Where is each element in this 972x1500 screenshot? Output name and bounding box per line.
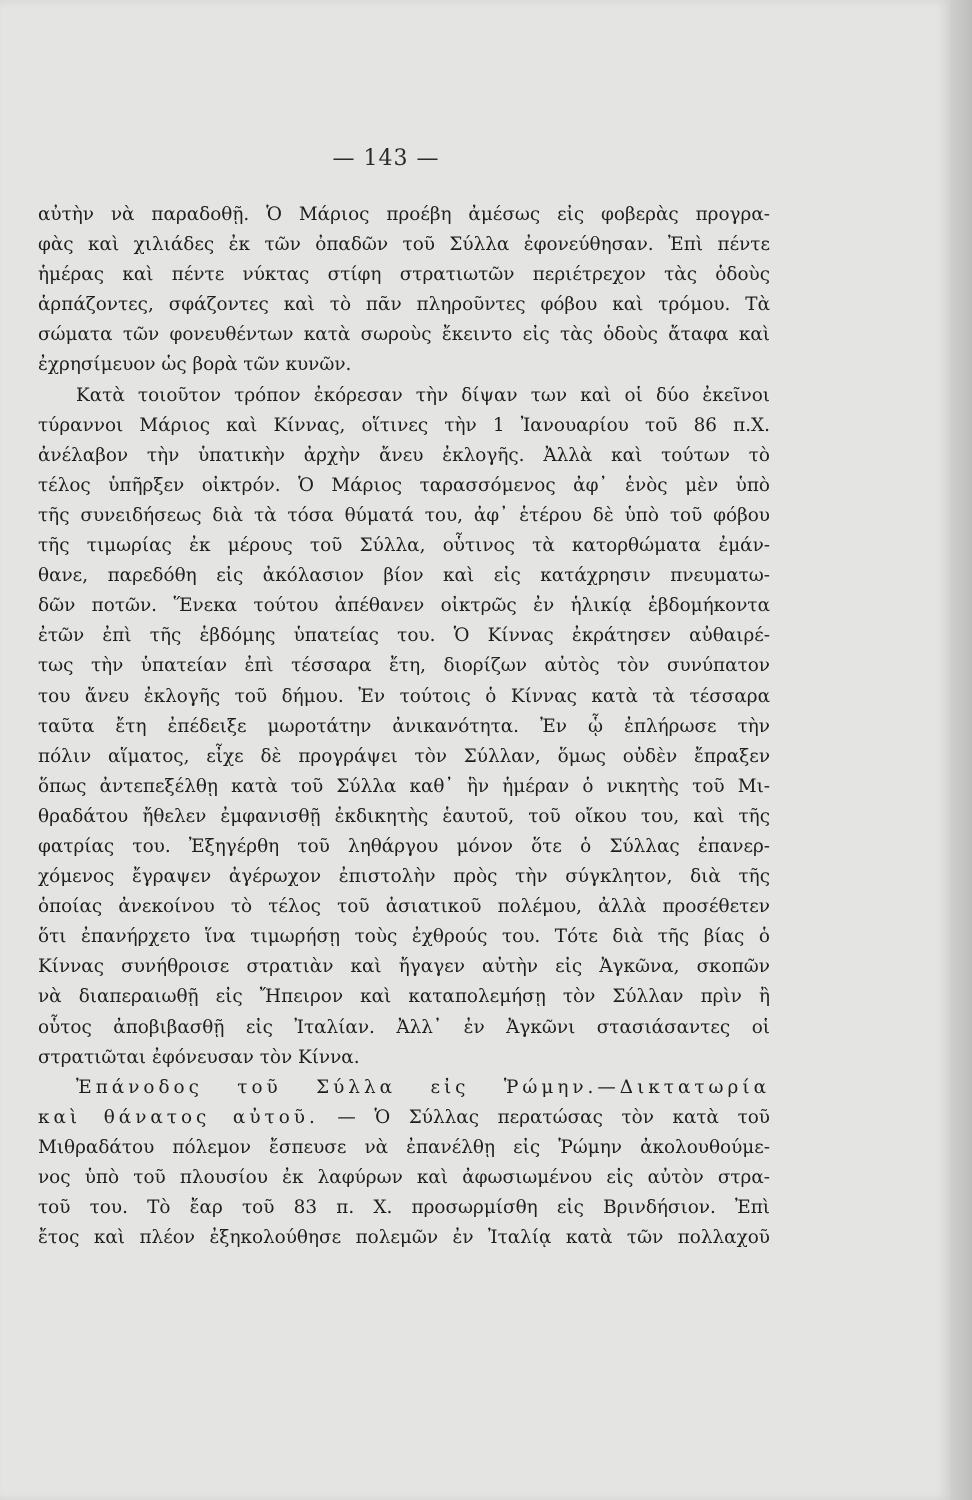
text-line: ἔτος καὶ πλέον ἐξηκολούθησε πολεμῶν ἐν Ἰταλίᾳ κατὰ τῶν πολλαχοῦ	[38, 1227, 770, 1249]
text-line: τῆς τιμωρίας ἐκ μέρους τοῦ Σύλλα, οὗτινος τὰ κατορθώματα ἐμάν-	[38, 535, 770, 557]
text-line: ἀνέλαβον τὴν ὑπατικὴν ἀρχὴν ἄνευ ἐκλογῆς. Ἀλλὰ καὶ τούτων τὸ	[38, 444, 770, 466]
text-line: τως τὴν ὑπατείαν ἐπὶ τέσσαρα ἔτη, διορίζων αὐτὸς τὸν συνύπατον	[38, 655, 770, 677]
text-line: ἡμέρας καὶ πέντε νύκτας στίφη στρατιωτῶν περιέτρεχον τὰς ὁδοὺς	[38, 264, 770, 286]
text-line: τύραννοι Μάριος καὶ Κίννας, οἵτινες τὴν 1 Ἰανουαρίου τοῦ 86 π.Χ.	[38, 414, 770, 436]
text-line: φατρίας του. Ἐξηγέρθη τοῦ ληθάργου μόνον ὅτε ὁ Σύλλας ἐπανερ-	[38, 835, 770, 857]
text-line: φὰς καὶ χιλιάδες ἐκ τῶν ὀπαδῶν τοῦ Σύλλα ἐφονεύθησαν. Ἐπὶ πέντε	[38, 234, 770, 256]
text-line: θραδάτου ἤθελεν ἐμφανισθῇ ἐκδικητὴς ἑαυτοῦ, τοῦ οἴκου του, καὶ τῆς	[38, 805, 770, 827]
text-line: τέλος ὑπῆρξεν οἰκτρόν. Ὁ Μάριος ταρασσόμενος ἀφ᾽ ἑνὸς μὲν ὑπὸ	[38, 474, 770, 496]
page-edge	[950, 0, 972, 1500]
text-line: ἁρπάζοντες, σφάζοντες καὶ τὸ πᾶν πληροῦντες φόβου καὶ τρόμου. Τὰ	[38, 294, 770, 316]
text-line: ὁποίας ἀνεκοίνου τὸ τέλος τοῦ ἀσιατικοῦ πολέμου, ἀλλὰ προσέθετεν	[38, 896, 770, 918]
text-line: νος ὑπὸ τοῦ πλουσίου ἐκ λαφύρων καὶ ἀφωσιωμένου εἰς αὐτὸν στρα-	[38, 1167, 770, 1188]
text-line-part: Ὁ Σύλλας περατώσας τὸν κατὰ τοῦ	[374, 1106, 770, 1128]
section-heading: καὶ θάνατος αὐτοῦ.	[38, 1106, 319, 1128]
text-line: Μιθραδάτου πόλεμον ἔσπευσε νὰ ἐπανέλθῃ εἰς Ῥώμην ἀκολουθούμε-	[38, 1136, 770, 1158]
page-number: — 143 —	[332, 146, 440, 171]
text-line: οὗτος ἀποβιβασθῇ εἰς Ἰταλίαν. Ἀλλ᾽ ἐν Ἀγκῶνι στασιάσαντες οἱ	[38, 1016, 770, 1038]
text-line: νὰ διαπεραιωθῇ εἰς Ἤπειρον καὶ καταπολεμήσῃ τὸν Σύλλαν πρὶν ἢ	[38, 986, 770, 1008]
text-line: τῆς συνειδήσεως διὰ τὰ τόσα θύματά του, ἀφ᾽ ἑτέρου δὲ ὑπὸ τοῦ φόβου	[38, 504, 770, 526]
text-line: Κατὰ τοιοῦτον τρόπον ἐκόρεσαν τὴν δίψαν των καὶ οἱ δύο ἐκεῖνοι	[76, 384, 770, 406]
text-line: ὅτι ἐπανήρχετο ἵνα τιμωρήσῃ τοὺς ἐχθρούς του. Τότε διὰ τῆς βίας ὁ	[38, 926, 770, 948]
text-line: ἐτῶν ἐπὶ τῆς ἑβδόμης ὑπατείας του. Ὁ Κίννας ἐκράτησεν αὐθαιρέ-	[38, 625, 770, 647]
text-line: ταῦτα ἔτη ἐπέδειξε μωροτάτην ἀνικανότητα. Ἐν ᾧ ἐπλήρωσε τὴν	[38, 715, 770, 737]
text-line: σώματα τῶν φονευθέντων κατὰ σωροὺς ἔκειντο εἰς τὰς ὁδοὺς ἄταφα καὶ	[38, 324, 770, 346]
text-line: τοῦ του. Τὸ ἔαρ τοῦ 83 π. Χ. προσωρμίσθη εἰς Βρινδήσιον. Ἐπὶ	[38, 1197, 770, 1219]
page-text	[38, 200, 770, 1253]
text-line: αὐτὴν νὰ παραδοθῇ. Ὁ Μάριος προέβη ἀμέσως εἰς φοβερὰς προγρα-	[38, 204, 770, 225]
section-heading: Ἐπάνοδος τοῦ Σύλλα εἰς Ῥώμην.—Δικτατωρία	[76, 1076, 770, 1098]
text-line: χόμενος ἔγραψεν ἀγέρωχον ἐπιστολὴν πρὸς τὴν σύγκλητον, διὰ τῆς	[38, 866, 770, 888]
text-line: ἐχρησίμευον ὡς βορὰ τῶν κυνῶν.	[38, 354, 352, 376]
text-line: Κίννας συνήθροισε στρατιὰν καὶ ἤγαγεν αὐτὴν εἰς Ἀγκῶνα, σκοπῶν	[38, 956, 770, 978]
text-line: ὅπως ἀντεπεξέλθῃ κατὰ τοῦ Σύλλα καθ᾽ ἣν ἡμέραν ὁ νικητὴς τοῦ Μι-	[38, 775, 770, 797]
text-line: πόλιν αἵματος, εἶχε δὲ προγράψει τὸν Σύλλαν, ὅμως οὐδὲν ἔπραξεν	[38, 745, 770, 767]
text-line: θανε, παρεδόθη εἰς ἀκόλασιον βίον καὶ εἰς κατάχρησιν πνευματω-	[38, 565, 770, 587]
text-line: του ἄνευ ἐκλογῆς τοῦ δήμου. Ἐν τούτοις ὁ Κίννας κατὰ τὰ τέσσαρα	[38, 685, 770, 707]
text-line: δῶν ποτῶν. Ἕνεκα τούτου ἀπέθανεν οἰκτρῶς ἐν ἡλικίᾳ ἑβδομήκοντα	[38, 595, 770, 617]
text-line: στρατιῶται ἐφόνευσαν τὸν Κίννα.	[38, 1046, 360, 1068]
text-line: καὶ θάνατος αὐτοῦ. — Ὁ Σύλλας περατώσας τὸν κατὰ τοῦ	[38, 1106, 770, 1128]
